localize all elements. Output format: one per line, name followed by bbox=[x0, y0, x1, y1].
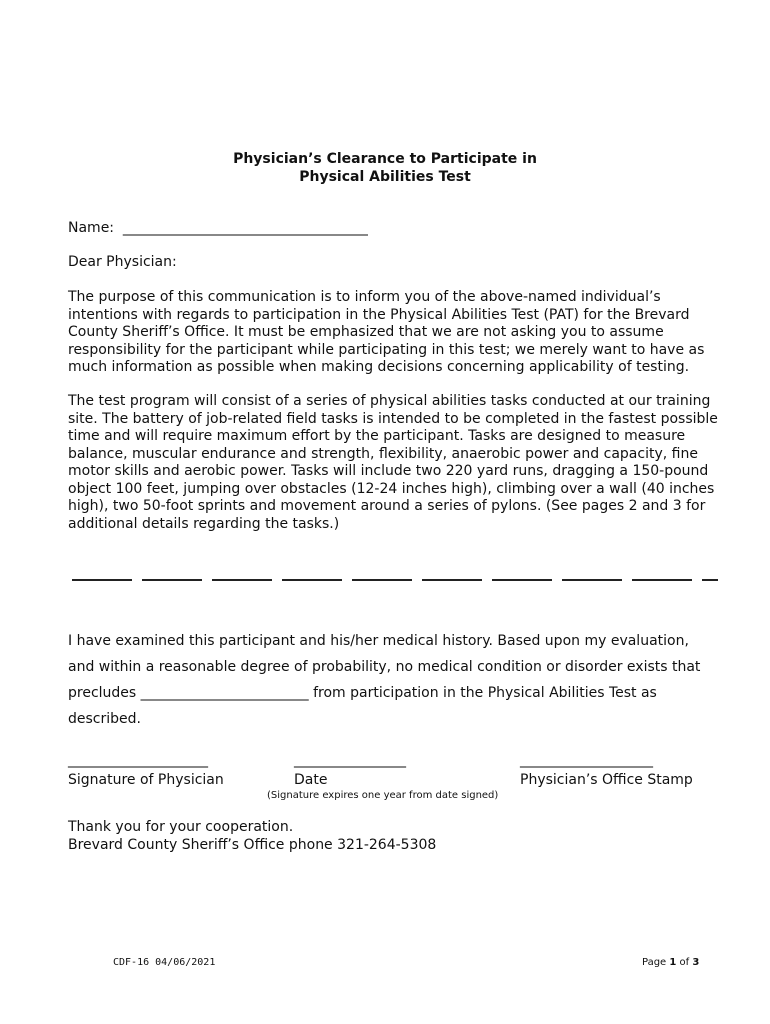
paragraph-clearance[interactable]: I have examined this participant and his/her medical history. Based upon my evaluation, and within a reasonable degree of probability, no medical condition or disorder exists that precludes ________________________ from participation in the Physical Abilities Test as described. bbox=[68, 633, 701, 727]
signature-label: Signature of Physician bbox=[68, 772, 224, 788]
form-code: CDF-16 04/06/2021 bbox=[113, 957, 216, 968]
paragraph-test-program: The test program will consist of a series of physical abilities tasks conducted at our training site. The battery of job-related field tasks is intended to be completed in the fastest possible time and will require maximum effort by the participant. Tasks are designed to measure balance, muscular endurance and strength, flexibility, anaerobic power and capacity, fine motor skills and aerobic power. Tasks will include two 220 yard runs, dragging a 150-pound object 100 feet, jumping over obstacles (12-24 inches high), climbing over a wall (40 inches high), two 50-foot sprints and movement around a series of pylons. (See pages 2 and 3 for additional details regarding the tasks.) bbox=[68, 393, 718, 532]
date-line[interactable]: ________________ bbox=[294, 752, 406, 768]
document-title-line-1: Physician’s Clearance to Participate in bbox=[233, 151, 537, 167]
page-current: 1 bbox=[669, 957, 677, 968]
page-total: 3 bbox=[692, 957, 700, 968]
paragraph-purpose: The purpose of this communication is to inform you of the above-named individual’s intentions with regards to participation in the Physical Abilities Test (PAT) for the Brevard County Sheriff’s Office. It must be emphasized that we are not asking you to assume responsibility for the participant while participating in this test; we merely want to have as much information as possible when making decisions concerning applicability of testing. bbox=[68, 289, 705, 375]
page-of: of bbox=[676, 957, 693, 968]
page-number bbox=[642, 957, 699, 968]
document-title-line-2: Physical Abilities Test bbox=[299, 169, 471, 185]
signature-line[interactable]: ____________________ bbox=[68, 752, 208, 768]
office-stamp-label: Physician’s Office Stamp bbox=[520, 772, 693, 788]
office-stamp-line[interactable]: ___________________ bbox=[520, 752, 653, 768]
salutation: Dear Physician: bbox=[68, 254, 177, 270]
thanks-line: Thank you for your cooperation. bbox=[68, 819, 294, 835]
section-divider bbox=[72, 575, 718, 585]
page-prefix: Page bbox=[642, 957, 670, 968]
date-label: Date bbox=[294, 772, 328, 788]
name-field[interactable]: Name: ___________________________________ bbox=[68, 220, 368, 236]
contact-line: Brevard County Sheriff’s Office phone 321-264-5308 bbox=[68, 837, 437, 853]
signature-expiry-note: (Signature expires one year from date signed) bbox=[267, 790, 499, 801]
